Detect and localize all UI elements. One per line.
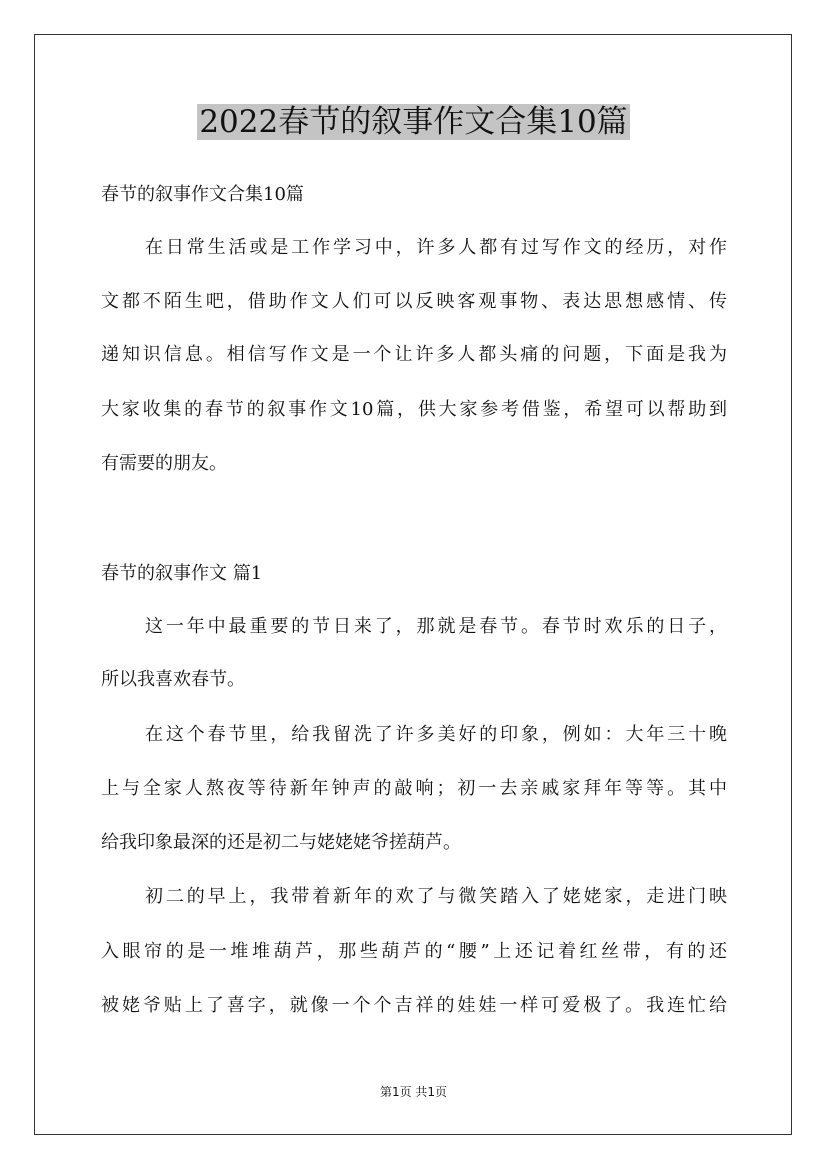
para3-line-2: 入眼帘的是一堆堆葫芦，那些葫芦的“腰”上还记着红丝带，有的还 xyxy=(101,941,727,962)
para1-line-1: 这一年中最重要的节日来了，那就是春节。春节时欢乐的日子， xyxy=(145,616,727,637)
section-heading: 春节的叙事作文 篇1 xyxy=(101,563,263,584)
para1-line-2: 所以我喜欢春节。 xyxy=(101,669,245,690)
para2-line-2: 上与全家人熬夜等待新年钟声的敲响；初一去亲戚家拜年等等。其中 xyxy=(101,778,727,799)
intro-line-5: 有需要的朋友。 xyxy=(101,453,227,474)
intro-line-1: 在日常生活或是工作学习中，许多人都有过写作文的经历，对作 xyxy=(145,237,727,258)
intro-line-2: 文都不陌生吧，借助作文人们可以反映客观事物、表达思想感情、传 xyxy=(101,291,727,312)
para2-line-3: 给我印象最深的还是初二与姥姥姥爷搓葫芦。 xyxy=(101,832,461,853)
document-subtitle: 春节的叙事作文合集10篇 xyxy=(101,184,304,205)
para3-line-1: 初二的早上，我带着新年的欢了与微笑踏入了姥姥家，走进门映 xyxy=(145,886,727,907)
document-title xyxy=(0,98,827,146)
intro-line-3: 递知识信息。相信写作文是一个让许多人都头痛的问题，下面是我为 xyxy=(101,344,727,365)
para2-line-1: 在这个春节里，给我留洗了许多美好的印象，例如：大年三十晚 xyxy=(145,724,727,745)
page-footer: 第1页 共1页 xyxy=(379,1085,448,1099)
intro-line-4: 大家收集的春节的叙事作文10篇，供大家参考借鉴，希望可以帮助到 xyxy=(101,399,727,420)
para3-line-3: 被姥爷贴上了喜字，就像一个个吉祥的娃娃一样可爱极了。我连忙给 xyxy=(101,995,727,1016)
document-title-text: 2022春节的叙事作文合集10篇 xyxy=(199,104,628,140)
